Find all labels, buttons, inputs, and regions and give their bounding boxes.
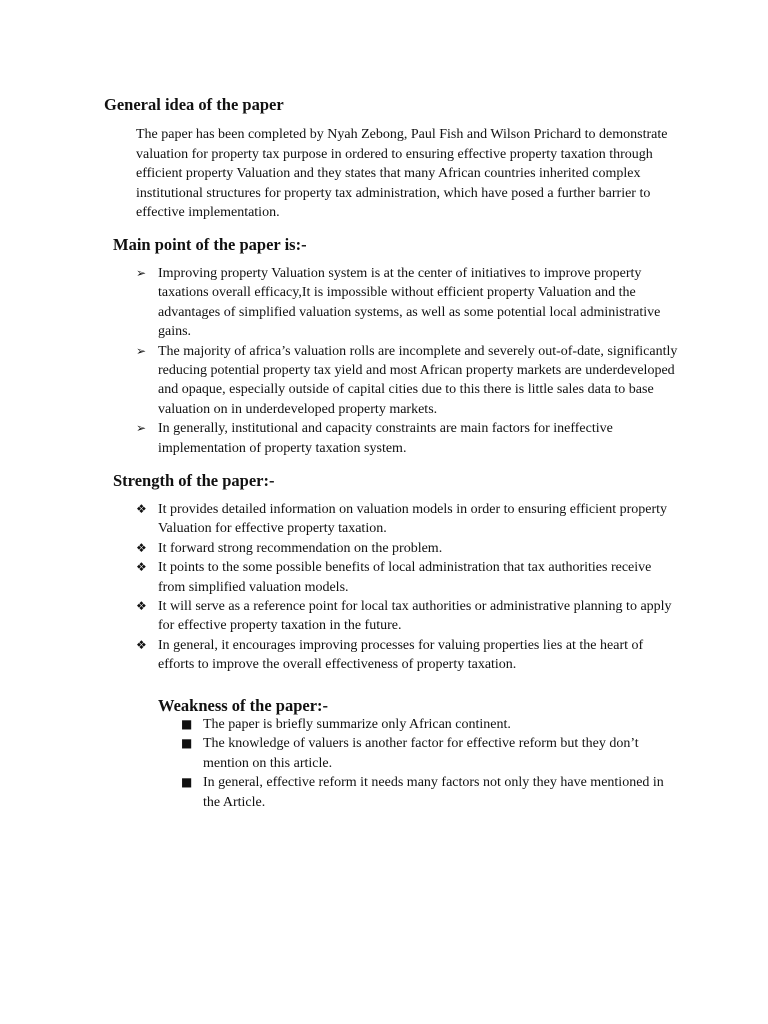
diamond-bullet-icon: ❖	[136, 560, 147, 575]
square-bullet-icon: ■	[181, 775, 193, 790]
strength-heading: Strength of the paper:-	[113, 471, 275, 490]
diamond-bullet-icon: ❖	[136, 540, 147, 555]
arrow-bullet-icon: ➢	[136, 343, 147, 358]
weakness-heading: Weakness of the paper:-	[158, 696, 329, 715]
square-bullet-icon: ■	[181, 736, 193, 751]
strength-text: It provides detailed information on valuation models in order to ensuring efficient property Valuation for effective property taxation.	[158, 502, 668, 537]
weakness-item	[181, 773, 681, 812]
main-point-item	[136, 264, 681, 342]
weakness-text: The knowledge of valuers is another factor for effective reform but they don’t mention on this article.	[203, 736, 639, 771]
main-point-item	[136, 342, 681, 420]
strength-text: It will serve as a reference point for local tax authorities or administrative planning to apply for effective property taxation in the future.	[158, 599, 672, 634]
weakness-list	[181, 715, 681, 812]
strength-text: In general, it encourages improving processes for valuing properties lies at the heart of efforts to improve the overall effectiveness of property taxation.	[158, 637, 644, 673]
main-point-text: In generally, institutional and capacity constraints are main factors for ineffective implementation of property taxation system.	[158, 421, 613, 456]
arrow-bullet-icon: ➢	[136, 266, 147, 280]
diamond-bullet-icon: ❖	[136, 502, 147, 516]
main-point-text: Improving property Valuation system is at the center of initiatives to improve property taxations overall efficacy,It is impossible without efficient property Valuation and the advantages of simplified valuation systems, as well as some potential local administrative gains.	[158, 266, 661, 340]
main-point-item	[136, 419, 681, 458]
weakness-item	[181, 734, 681, 773]
diamond-bullet-icon: ❖	[136, 599, 147, 614]
strength-item	[136, 636, 681, 675]
weakness-text: In general, effective reform it needs many factors not only they have mentioned in the Article.	[203, 775, 664, 810]
weakness-item	[181, 715, 681, 734]
main-point-list	[136, 264, 681, 458]
strength-text: It points to the some possible benefits of local administration that tax authorities receive from simplified valuation models.	[158, 560, 652, 595]
main-point-text: The majority of africa’s valuation rolls are incomplete and severely out-of-date, significantly reducing potential property tax yield and most African property markets are underdeveloped and opaque, especially outside of capital cities due to this there is little sales data to base valuation on in underdeveloped property markets.	[158, 343, 678, 417]
strength-item	[136, 597, 681, 636]
diamond-bullet-icon: ❖	[136, 637, 147, 652]
arrow-bullet-icon: ➢	[136, 421, 147, 436]
strength-item	[136, 558, 681, 597]
strength-text: It forward strong recommendation on the problem.	[158, 540, 443, 556]
square-bullet-icon: ■	[181, 717, 193, 731]
strength-list	[136, 500, 681, 675]
weakness-text: The paper is briefly summarize only African continent.	[203, 717, 511, 732]
general-idea-paragraph: The paper has been completed by Nyah Zebong, Paul Fish and Wilson Prichard to demonstrate valuation for property tax purpose in ordered to ensuring effective property taxation through efficient property Valuation and they states that many African countries inherited complex institutional structures for property tax administration, which have posed a further barrier to effective implementation.	[136, 127, 668, 220]
strength-item	[136, 500, 681, 539]
general-idea-heading: General idea of the paper	[104, 95, 284, 114]
main-point-heading: Main point of the paper is:-	[113, 235, 307, 254]
strength-item	[136, 539, 681, 558]
